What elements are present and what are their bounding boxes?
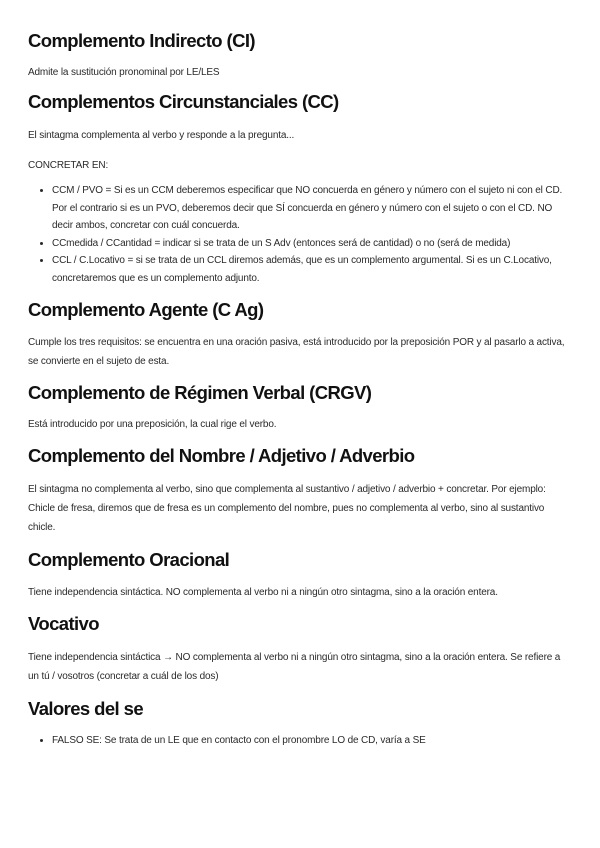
section-paragraph: CONCRETAR EN: bbox=[28, 160, 109, 171]
section-complementos-circunstanciales bbox=[28, 89, 570, 287]
section-complemento-agente bbox=[28, 297, 570, 371]
section-paragraph: El sintagma no complementa al verbo, sino que complementa al sustantivo / adjetivo / adverbio + concretar. Por ejemplo: Chicle de fresa, diremos que de fresa es un complemento del nombre, pues no complementa al verbo, sino al sustantivo chicle. bbox=[28, 484, 546, 533]
section-heading: Complemento Oracional bbox=[28, 549, 230, 570]
list-item: • CCM / PVO = Si es un CCM deberemos especificar que NO concuerda en género y número con el sujeto ni con el CD. Por el contrario si es un PVO, deberemos decir que SÍ concuerda en género y número con el sujeto o con el CD. NO decir ambos, concretar con cuál concuerda. bbox=[52, 182, 570, 235]
section-heading: Vocativo bbox=[28, 613, 99, 634]
list-item: • CCmedida / CCantidad = indicar si se trata de un S Adv (entonces será de cantidad) o no (será de medida) bbox=[52, 235, 570, 253]
section-paragraph: Admite la sustitución pronominal por LE/LES bbox=[28, 67, 220, 78]
list-item: • CCL / C.Locativo = si se trata de un CCL diremos además, que es un complemento argumental. Si es un C.Locativo, concretaremos que es un complemento adjunto. bbox=[52, 252, 570, 287]
section-heading: Complemento del Nombre / Adjetivo / Adverbio bbox=[28, 445, 415, 466]
section-paragraph: Está introducido por una preposición, la cual rige el verbo. bbox=[28, 419, 277, 430]
section-heading: Complemento Agente (C Ag) bbox=[28, 299, 264, 320]
section-paragraph: Tiene independencia sintáctica. NO complementa al verbo ni a ningún otro sintagma, sino a la oración entera. bbox=[28, 587, 498, 598]
bullet-list bbox=[28, 732, 570, 750]
section-paragraph: El sintagma complementa al verbo y responde a la pregunta... bbox=[28, 130, 295, 141]
section-heading: Complementos Circunstanciales (CC) bbox=[28, 91, 339, 112]
section-valores-se bbox=[28, 696, 570, 750]
section-heading: Complemento Indirecto (CI) bbox=[28, 30, 255, 51]
section-paragraph: Tiene independencia sintáctica → NO complementa al verbo ni a ningún otro sintagma, sino a la oración entera. Se refiere a un tú / vosotros (concretar a cuál de los dos) bbox=[28, 652, 561, 682]
bullet-list bbox=[28, 182, 570, 287]
section-complemento-regimen bbox=[28, 380, 570, 434]
section-heading: Valores del se bbox=[28, 698, 144, 719]
section-paragraph: Cumple los tres requisitos: se encuentra en una oración pasiva, está introducido por la preposición POR y al pasarlo a activa, se convierte en el sujeto de esta. bbox=[28, 337, 565, 367]
section-complemento-oracional bbox=[28, 547, 570, 602]
section-complemento-nombre bbox=[28, 443, 570, 537]
section-vocativo bbox=[28, 611, 570, 686]
section-heading: Complemento de Régimen Verbal (CRGV) bbox=[28, 382, 372, 403]
list-item: • FALSO SE: Se trata de un LE que en contacto con el pronombre LO de CD, varía a SE bbox=[52, 732, 570, 750]
section-complemento-indirecto bbox=[28, 28, 570, 82]
